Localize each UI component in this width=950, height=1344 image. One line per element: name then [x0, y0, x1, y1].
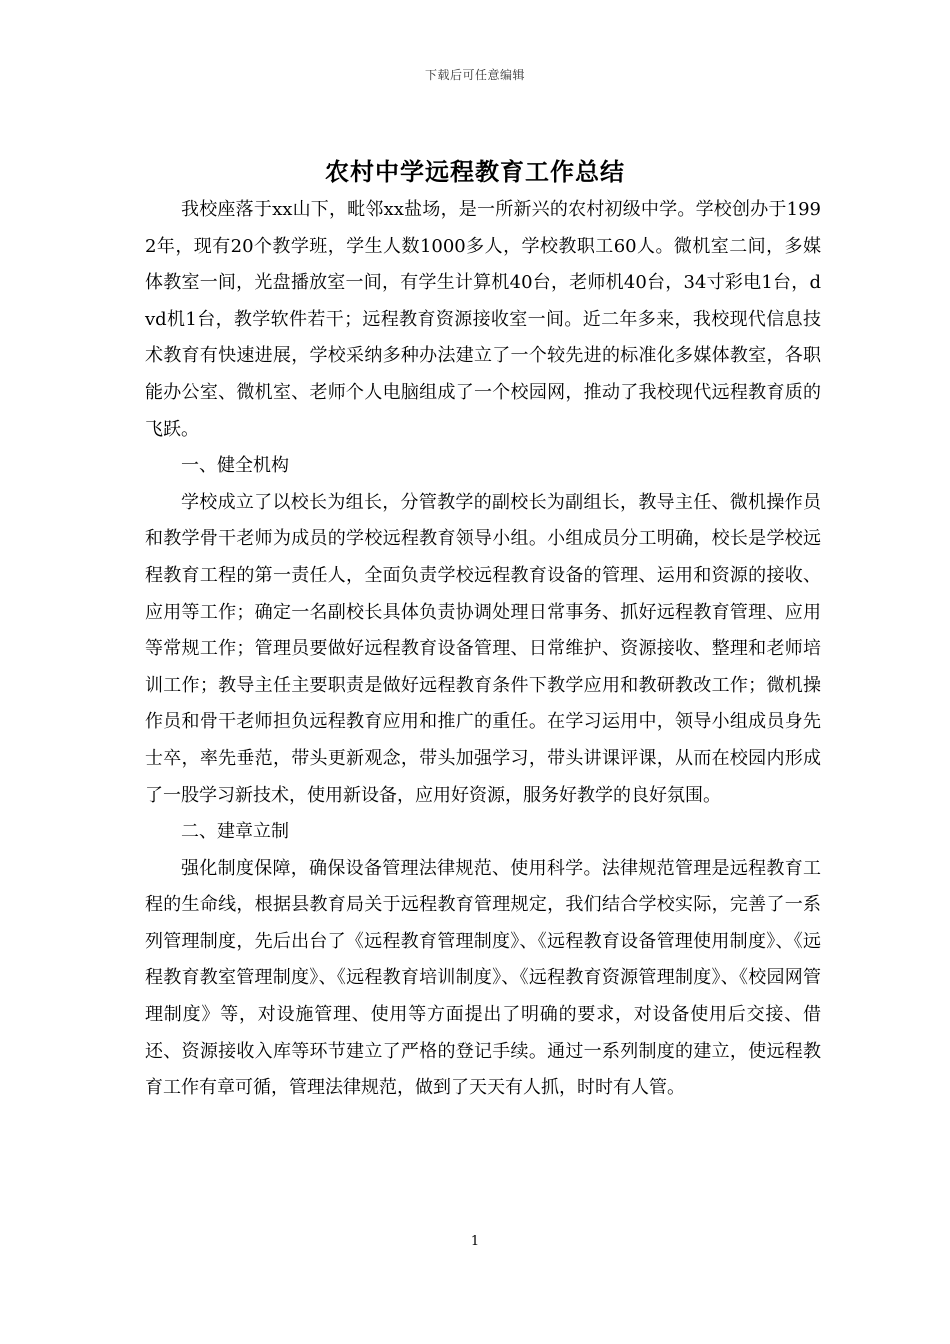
section-heading-2: 二、建章立制 — [181, 821, 289, 843]
section-paragraph-1: 学校成立了以校长为组长，分管教学的副校长为副组长，教导主任、微机操作员和教学骨干老师为成员的学校远程教育领导小组。小组成员分工明确，校长是学校远程教育工程的第一责任人，全面负责学校远程教育设备的管理、运用和资源的接收、应用等工作；确定一名副校长具体负责协调处理日常事务、抓好远程教育管理、应用等常规工作；管理员要做好远程教育设备管理、日常维护、资源接收、整理和老师培训工作；教导主任主要职责是做好远程教育条件下教学应用和教研教改工作；微机操作员和骨干老师担负远程教育应用和推广的重任。在学习运用中，领导小组成员身先士卒，率先垂范，带头更新观念，带头加强学习，带头讲课评课，从而在校园内形成了一股学习新技术，使用新设备，应用好资源，服务好教学的良好氛围。 — [145, 491, 821, 806]
section-heading-1: 一、健全机构 — [181, 455, 289, 477]
page-header: 下载后可任意编辑 — [424, 68, 525, 82]
page-number: 1 — [470, 1234, 480, 1249]
intro-paragraph: 我校座落于xx山下，毗邻xx盐场，是一所新兴的农村初级中学。学校创办于1992年，现有20个教学班，学生人数1000多人，学校教职工60人。微机室二间，多媒体教室一间，光盘播放室一间，有学生计算机40台，老师机40台，34寸彩电1台，dvd机1台，教学软件若干；远程教育资源接收室一间。近二年多来，我校现代信息技术教育有快速进展，学校采纳多种办法建立了一个较先进的标准化多媒体教室，各职能办公室、微机室、老师个人电脑组成了一个校园网，推动了我校现代远程教育质的飞跃。 — [145, 199, 821, 440]
section-paragraph-2: 强化制度保障，确保设备管理法律规范、使用科学。法律规范管理是远程教育工程的生命线，根据县教育局关于远程教育管理规定，我们结合学校实际，完善了一系列管理制度，先后出台了《远程教育管理制度》、《远程教育设备管理使用制度》、《远程教育教室管理制度》、《远程教育培训制度》、《远程教育资源管理制度》、《校园网管理制度》等，对设施管理、使用等方面提出了明确的要求，对设备使用后交接、借还、资源接收入库等环节建立了严格的登记手续。通过一系列制度的建立，使远程教育工作有章可循，管理法律规范，做到了天天有人抓，时时有人管。 — [145, 857, 821, 1099]
document-title: 农村中学远程教育工作总结 — [325, 157, 625, 186]
document-body — [145, 168, 821, 1107]
